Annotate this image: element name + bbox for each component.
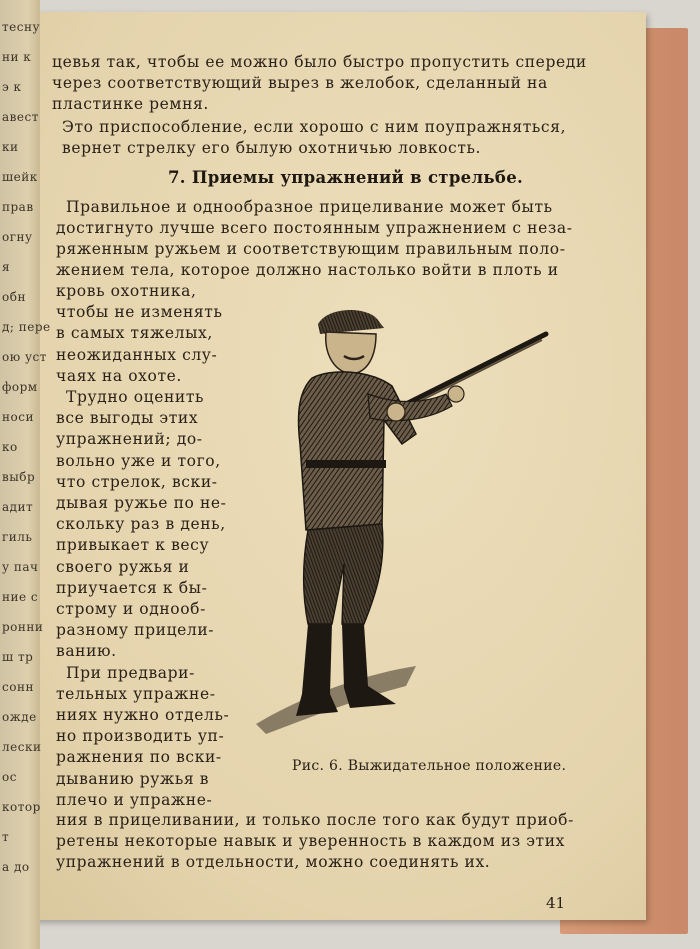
left-column-text <box>56 281 246 811</box>
book-page <box>6 12 646 920</box>
page-fragment: д; пере <box>2 320 51 334</box>
page-fragment: выбр <box>2 470 36 484</box>
page-fragment: т <box>2 830 10 844</box>
page-fragment: форм <box>2 380 38 394</box>
page-fragment: ронни <box>2 620 44 634</box>
page-fragment: у пач <box>2 560 39 574</box>
top-paragraph <box>52 52 612 115</box>
text-line: При предвари- <box>66 663 195 682</box>
text-line: ния в прицеливании, и только после того как будут приоб- <box>56 811 574 829</box>
text-line: Это приспособление, если хорошо с ним поупражняться, <box>62 118 567 136</box>
text-line: Трудно оценить <box>66 388 205 407</box>
text-line: ванию. <box>56 642 117 661</box>
text-line: в самых тяжелых, <box>56 324 213 343</box>
section-heading: 7. Приемы упражнений в стрельбе. <box>168 168 524 187</box>
page-fragment: э к <box>2 80 22 94</box>
text-line: приучается к бы- <box>56 578 208 597</box>
bottom-paragraph <box>56 810 616 873</box>
text-line: достигнуто лучше всего постоянным упражнением с неза- <box>56 219 573 237</box>
page-fragment: ни к <box>2 50 32 64</box>
text-line: цевья так, чтобы ее можно было быстро пропустить спереди <box>52 53 587 71</box>
text-line: разному прицели- <box>56 621 215 640</box>
full-width-paragraph <box>56 197 616 281</box>
text-line: неожиданных слу- <box>56 345 218 364</box>
text-line: тельных упражне- <box>56 684 216 703</box>
page-fragment: ки <box>2 140 19 154</box>
text-line: через соответствующий вырез в желобок, сделанный на <box>52 74 548 92</box>
page-fragment: обн <box>2 290 26 304</box>
text-line: дыванию ружья в <box>56 769 210 788</box>
page-fragment: а до <box>2 860 30 874</box>
text-line: ретены некоторые навык и уверенность в каждом из этих <box>56 832 565 850</box>
page-fragment: лески <box>2 740 42 754</box>
second-paragraph <box>62 117 612 159</box>
page-fragment: ш тр <box>2 650 34 664</box>
page-fragment: сонн <box>2 680 34 694</box>
text-line: вольно уже и того, <box>56 451 221 470</box>
text-line: все выгоды этих <box>56 409 199 428</box>
page-fragment: ко <box>2 440 18 454</box>
page-fragment: ние с <box>2 590 39 604</box>
page-fragment: авест <box>2 110 39 124</box>
text-line: своего ружья и <box>56 557 190 576</box>
page-fragment: тесну <box>2 20 41 34</box>
text-line: упражнений; до- <box>56 430 203 449</box>
page-fragment: огну <box>2 230 33 244</box>
page-fragment: носи <box>2 410 34 424</box>
text-line: ряженным ружьем и соответствующим правильным поло- <box>56 240 566 258</box>
page-fragment: ою уст <box>2 350 47 364</box>
hunter-illustration <box>246 294 576 744</box>
page-fragment: ос <box>2 770 17 784</box>
text-line: плечо и упражне- <box>56 790 213 809</box>
page-fragment: котор <box>2 800 41 814</box>
text-line: привыкает к весу <box>56 536 210 555</box>
text-line: жением тела, которое должно настолько войти в плоть и <box>56 261 559 279</box>
page-fragment: гиль <box>2 530 33 544</box>
page-fragment: шейк <box>2 170 38 184</box>
text-line: упражнений в отдельности, можно соединять их. <box>56 853 491 871</box>
page-fragment: адит <box>2 500 34 514</box>
text-line: Правильное и однообразное прицеливание может быть <box>66 198 553 216</box>
text-line: строму и однооб- <box>56 600 206 619</box>
page-fragment: ожде <box>2 710 37 724</box>
text-line: скольку раз в день, <box>56 515 226 534</box>
text-line: ниях нужно отдель- <box>56 706 230 725</box>
text-line: дывая ружье по не- <box>56 494 227 513</box>
text-line: ражнения по вски- <box>56 748 222 767</box>
text-line: что стрелок, вски- <box>56 472 218 491</box>
text-line: чтобы не изменять <box>56 303 223 322</box>
text-line: но производить уп- <box>56 727 225 746</box>
adjacent-page-edge <box>0 0 51 949</box>
text-line: пластинке ремня. <box>52 95 209 113</box>
figure-caption: Рис. 6. Выжидательное положение. <box>292 758 567 774</box>
text-line: чаях на охоте. <box>56 366 182 385</box>
text-line: вернет стрелку его былую охотничью ловкость. <box>62 139 482 157</box>
page-fragment: я <box>2 260 11 274</box>
page-number: 41 <box>546 894 566 912</box>
page-fragment: прав <box>2 200 34 214</box>
text-line: кровь охотника, <box>56 282 197 300</box>
